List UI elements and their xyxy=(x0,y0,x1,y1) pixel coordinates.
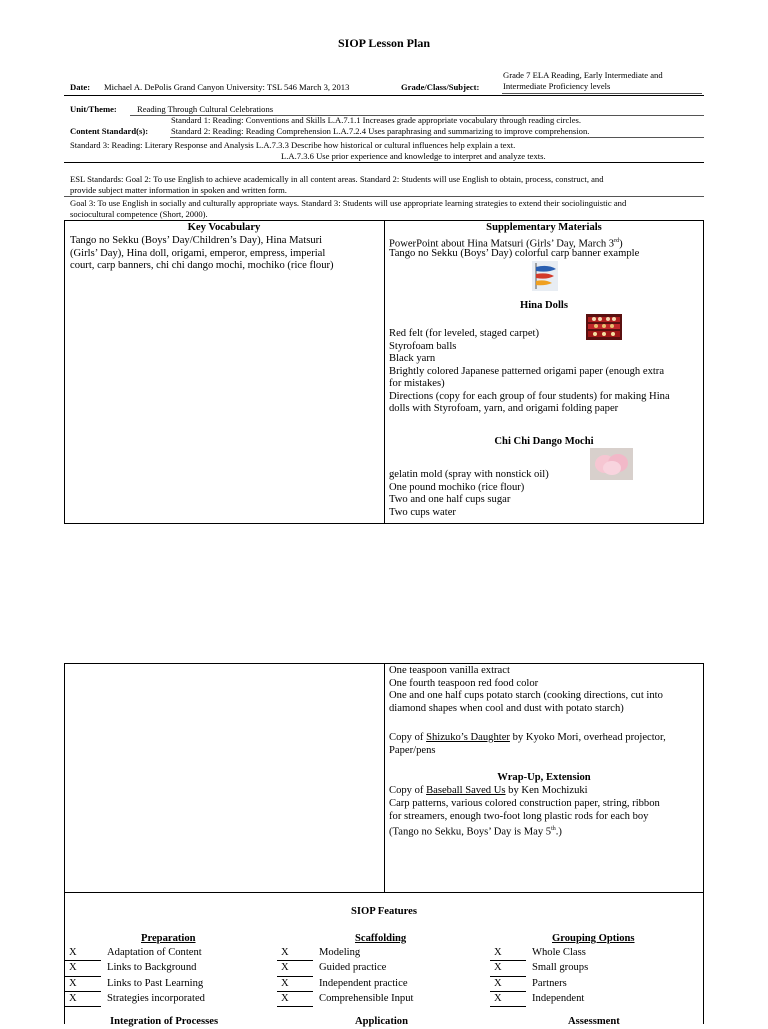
list-item: X Partners xyxy=(490,977,635,992)
carp-materials-list xyxy=(389,798,660,839)
book1-line: Copy of Shizuko’s Daughter by Kyoko Mori, overhead projector, xyxy=(389,732,666,743)
vocab-heading: Key Vocabulary xyxy=(187,222,261,233)
goal3-line-1: Goal 3: To use English in socially and culturally appropriate ways. Standard 3: Students will use appropriate learning strategies to extend their sociolinguistic and xyxy=(70,198,627,208)
list-item: (Tango no Sekku, Boys’ Day is May 5th.) xyxy=(389,826,562,838)
hina-materials-list xyxy=(389,328,670,416)
list-item: Red felt (for leveled, staged carpet) xyxy=(389,328,540,339)
list-item: X Modeling xyxy=(277,946,413,961)
list-item: Brightly colored Japanese patterned origami paper (enough extra xyxy=(389,365,665,377)
list-item: X Comprehensible Input xyxy=(277,992,413,1007)
goal3-line-2: sociocultural competence (Short, 2000). xyxy=(70,209,208,219)
esl-divider xyxy=(64,196,704,197)
grade-label: Grade/Class/Subject: xyxy=(401,82,480,92)
paper-pens-line: Paper/pens xyxy=(389,745,436,756)
book2-line: Copy of Baseball Saved Us by Ken Mochizuki xyxy=(389,785,588,796)
unit-value: Reading Through Cultural Celebrations xyxy=(137,104,274,114)
date-value: Michael A. DePolis Grand Canyon University: TSL 546 March 3, 2013 xyxy=(104,82,350,92)
list-item: for streamers, enough two-foot long plastic rods for each boy xyxy=(389,810,649,822)
check-mark: X xyxy=(490,961,526,976)
list-item: X Independent practice xyxy=(277,977,413,992)
unit-label: Unit/Theme: xyxy=(70,104,117,114)
wrapup-heading: Wrap-Up, Extension xyxy=(497,772,591,783)
esl-line-1: ESL Standards: Goal 2: To use English to achieve academically in all content areas. Standard 2: Students will use English to obtain, process, construct, and xyxy=(70,174,604,184)
scaffolding-heading: Scaffolding xyxy=(355,933,407,944)
check-mark: X xyxy=(277,961,313,976)
integration-heading: Integration of Processes xyxy=(110,1016,219,1027)
preparation-column xyxy=(65,932,205,1007)
carp-banner-line: Tango no Sekku (Boys’ Day) colorful carp banner example xyxy=(389,248,640,259)
check-mark: X xyxy=(277,992,313,1007)
list-item: X Links to Past Learning xyxy=(65,977,205,992)
ppt-line: PowerPoint about Hina Matsuri (Girls’ Day, March 3rd) xyxy=(389,238,623,250)
list-item: Black yarn xyxy=(389,353,436,364)
list-item: Carp patterns, various colored construction paper, string, ribbon xyxy=(389,798,660,809)
carp-banner-image xyxy=(532,261,558,291)
standards-underline xyxy=(170,137,704,138)
vocab-line: court, carp banners, chi chi dango mochi, mochiko (rice flour) xyxy=(70,260,334,271)
scaffolding-column xyxy=(277,932,413,1007)
vocab-list xyxy=(70,235,334,273)
mochi-materials-continued xyxy=(389,665,663,715)
list-item: for mistakes) xyxy=(389,378,445,389)
check-mark: X xyxy=(277,977,313,992)
table-bottom-border xyxy=(64,523,704,524)
list-item: One fourth teaspoon red food color xyxy=(389,677,539,689)
list-item: X Adaptation of Content xyxy=(65,946,205,961)
hina-dolls-heading: Hina Dolls xyxy=(520,300,568,311)
header-divider xyxy=(64,95,704,96)
grade-value-1: Grade 7 ELA Reading, Early Intermediate and xyxy=(503,70,663,80)
assessment-heading: Assessment xyxy=(568,1016,620,1027)
mochi-heading: Chi Chi Dango Mochi xyxy=(494,436,594,447)
check-mark: X xyxy=(490,946,526,961)
mochi-materials-list xyxy=(389,469,549,519)
list-item: One and one half cups potato starch (cooking directions, cut into xyxy=(389,690,663,701)
list-item: dolls with Styrofoam, yarn, and origami folding paper xyxy=(389,403,619,414)
list-item: Two and one half cups sugar xyxy=(389,494,511,505)
grade-value-2: Intermediate Proficiency levels xyxy=(503,81,611,91)
grouping-column xyxy=(490,932,635,1007)
check-mark: X xyxy=(490,977,526,992)
list-item: diamond shapes when cool and dust with potato starch) xyxy=(389,702,624,714)
page-title: SIOP Lesson Plan xyxy=(337,36,431,50)
preparation-heading: Preparation xyxy=(141,933,196,944)
list-item: X Whole Class xyxy=(490,946,635,961)
standards-divider xyxy=(64,162,704,163)
list-item: X Independent xyxy=(490,992,635,1007)
standards-label: Content Standard(s): xyxy=(70,126,149,136)
vocab-line: (Girls’ Day), Hina doll, origami, emperor, empress, imperial xyxy=(70,247,326,259)
check-mark: X xyxy=(65,977,101,992)
list-item: gelatin mold (spray with nonstick oil) xyxy=(389,469,549,480)
check-mark: X xyxy=(277,946,313,961)
siop-features-heading: SIOP Features xyxy=(350,906,417,917)
table2-right-border xyxy=(703,663,704,1024)
standard-1: Standard 1: Reading: Conventions and Skills L.A.7.1.1 Increases grade appropriate vocabulary through reading circles. xyxy=(171,115,581,125)
list-item: X Links to Background xyxy=(65,961,205,976)
check-mark: X xyxy=(65,961,101,976)
grade-underline xyxy=(502,93,702,94)
list-item: Directions (copy for each group of four students) for making Hina xyxy=(389,390,670,402)
table-right-border xyxy=(703,220,704,523)
check-mark: X xyxy=(65,992,101,1007)
list-item: One teaspoon vanilla extract xyxy=(389,665,510,676)
check-mark: X xyxy=(490,992,526,1007)
standard-2: Standard 2: Reading: Reading Comprehension L.A.7.2.4 Uses paraphrasing and summarizing to improve comprehension. xyxy=(171,126,590,136)
list-item: X Strategies incorporated xyxy=(65,992,205,1007)
table-left-border xyxy=(64,220,65,523)
list-item: X Guided practice xyxy=(277,961,413,976)
esl-line-2: provide subject matter information in spoken and written form. xyxy=(70,185,287,195)
table-middle-border xyxy=(384,220,385,523)
list-item: One pound mochiko (rice flour) xyxy=(389,481,525,493)
application-heading: Application xyxy=(355,1016,408,1027)
vocab-line: Tango no Sekku (Boys’ Day/Children’s Day), Hina Matsuri xyxy=(70,235,323,246)
check-mark: X xyxy=(65,946,101,961)
table2-divider xyxy=(64,892,704,893)
date-label: Date: xyxy=(70,82,91,92)
list-item: Two cups water xyxy=(389,506,456,518)
mochi-image xyxy=(590,448,633,480)
list-item: Styrofoam balls xyxy=(389,340,457,352)
grouping-heading: Grouping Options xyxy=(552,933,635,944)
list-item: X Small groups xyxy=(490,961,635,976)
standard-3b: L.A.7.3.6 Use prior experience and knowledge to interpret and analyze texts. xyxy=(281,151,546,161)
supplementary-heading: Supplementary Materials xyxy=(486,222,602,233)
standard-3a: Standard 3: Reading: Literary Response and Analysis L.A.7.3.3 Describe how historical or cultural influences help explain a text. xyxy=(70,140,516,150)
